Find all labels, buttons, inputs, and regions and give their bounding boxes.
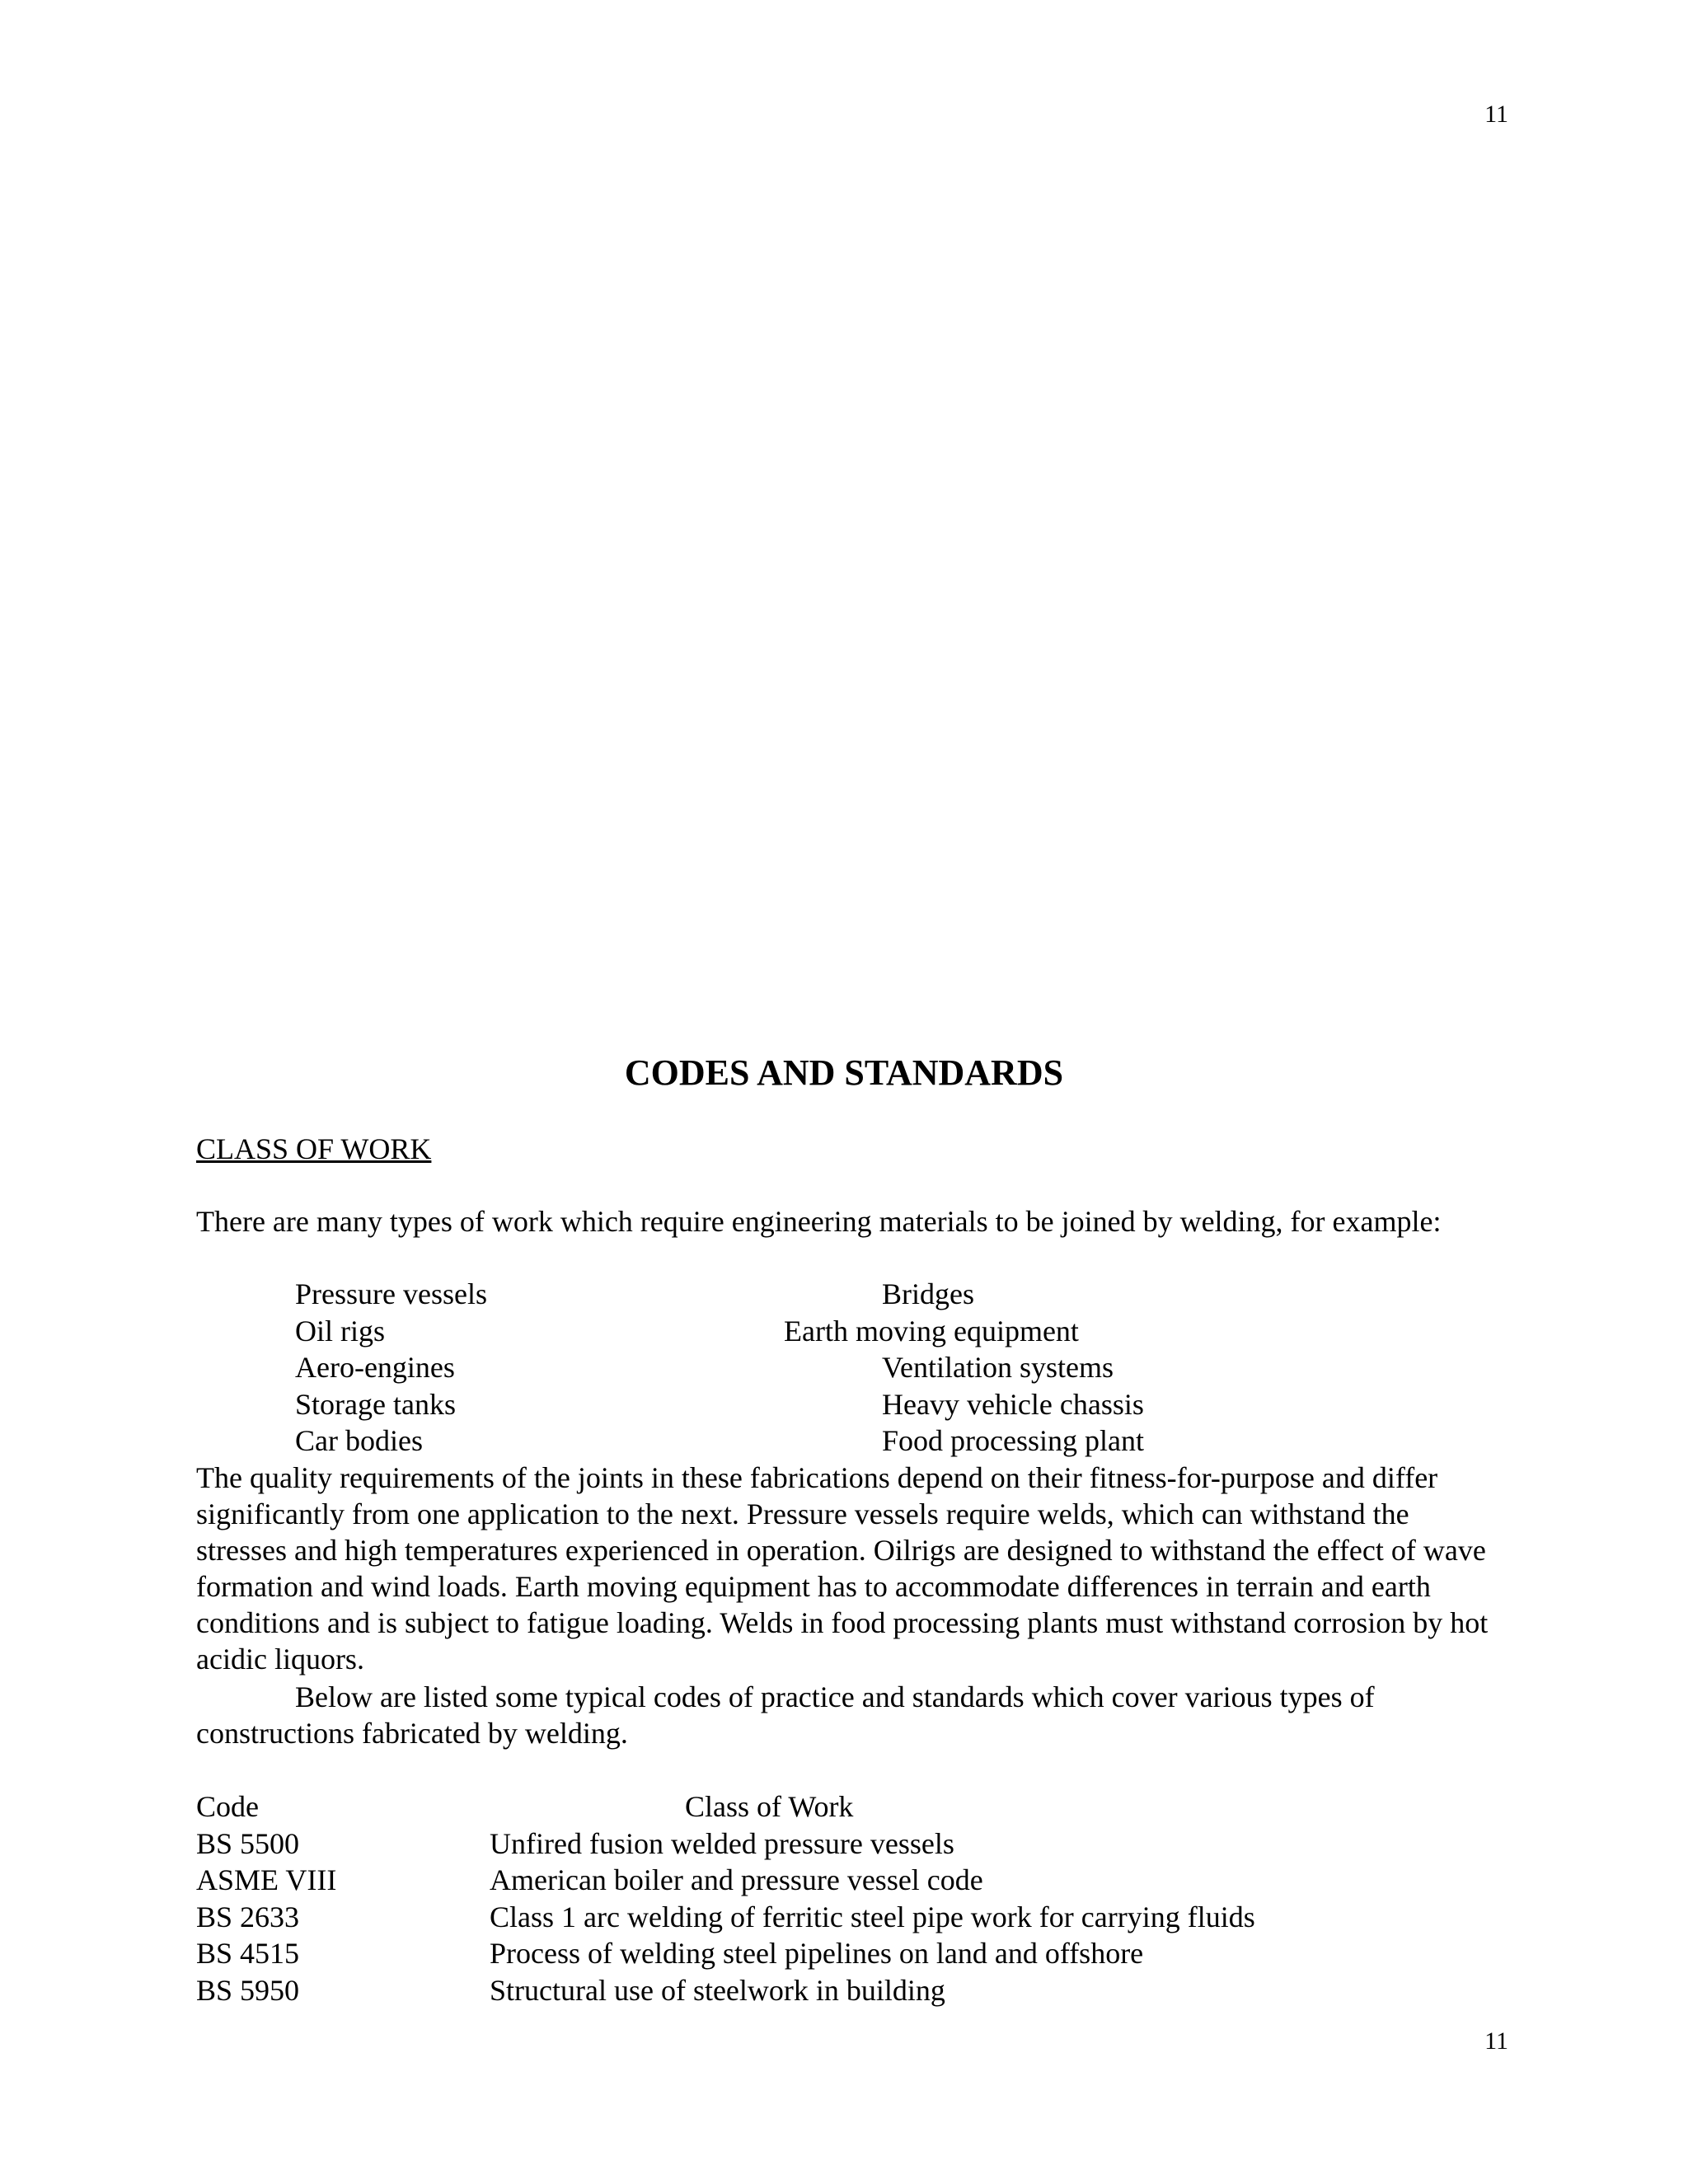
list-item bbox=[0, 1386, 1688, 1423]
table-row bbox=[196, 1825, 1515, 1863]
list-item bbox=[0, 1313, 1688, 1350]
example-left: Pressure vessels bbox=[295, 1277, 487, 1310]
body-paragraph-codes-intro: Below are listed some typical codes of practice and standards which cover various types of constructions fabricated by welding. bbox=[196, 1680, 1375, 1750]
body-paragraph-quality: The quality requirements of the joints in these fabrications depend on their fitness-for-purpose and differ significantly from one application to the next. Pressure vessels require welds, which can withstand the stresses and high temperatures experienced in operation. Oilrigs are designed to withstand the effect of wave formation and wind loads. Earth moving equipment has to accommodate differences in terrain and earth conditions and is subject to fatigue loading. Welds in food processing plants must withstand corrosion by hot acidic liquors. bbox=[196, 1461, 1489, 1675]
section-heading: CLASS OF WORK bbox=[196, 1132, 432, 1165]
table-header-row bbox=[196, 1788, 1515, 1825]
class-of-work-cell: Class 1 arc welding of ferritic steel pipe work for carrying fluids bbox=[490, 1900, 1255, 1933]
class-of-work-cell: Unfired fusion welded pressure vessels bbox=[490, 1826, 954, 1860]
example-right: Bridges bbox=[882, 1277, 974, 1310]
code-cell: ASME VIII bbox=[196, 1863, 337, 1896]
code-cell: BS 2633 bbox=[196, 1900, 300, 1933]
class-of-work-cell: Structural use of steelwork in building bbox=[490, 1973, 945, 2007]
table-row bbox=[196, 1899, 1515, 1936]
page-number-bottom: 11 bbox=[1484, 2027, 1508, 2055]
example-right: Earth moving equipment bbox=[784, 1314, 1079, 1347]
column-header-code: Code bbox=[196, 1790, 259, 1823]
page-title: CODES AND STANDARDS bbox=[624, 1052, 1064, 1093]
example-right: Food processing plant bbox=[882, 1424, 1144, 1457]
table-row bbox=[196, 1972, 1515, 2009]
examples-list bbox=[0, 1276, 1688, 1460]
list-item bbox=[0, 1276, 1688, 1313]
codes-table bbox=[196, 1788, 1515, 2008]
class-of-work-cell: Process of welding steel pipelines on land and offshore bbox=[490, 1937, 1144, 1970]
example-left: Aero-engines bbox=[295, 1351, 455, 1384]
example-left: Oil rigs bbox=[295, 1314, 386, 1347]
list-item bbox=[0, 1349, 1688, 1386]
page-number-top: 11 bbox=[1484, 101, 1508, 128]
code-cell: BS 5950 bbox=[196, 1973, 300, 2007]
list-item bbox=[0, 1422, 1688, 1460]
intro-paragraph: There are many types of work which require engineering materials to be joined by welding, for example: bbox=[196, 1205, 1442, 1238]
column-header-class-of-work: Class of Work bbox=[685, 1790, 854, 1823]
table-row bbox=[196, 1935, 1515, 1972]
code-cell: BS 4515 bbox=[196, 1937, 300, 1970]
class-of-work-cell: American boiler and pressure vessel code bbox=[490, 1863, 983, 1896]
example-right: Heavy vehicle chassis bbox=[882, 1387, 1144, 1421]
example-left: Storage tanks bbox=[295, 1387, 456, 1421]
table-row bbox=[196, 1862, 1515, 1899]
code-cell: BS 5500 bbox=[196, 1826, 300, 1860]
example-right: Ventilation systems bbox=[882, 1351, 1114, 1384]
example-left: Car bodies bbox=[295, 1424, 423, 1457]
